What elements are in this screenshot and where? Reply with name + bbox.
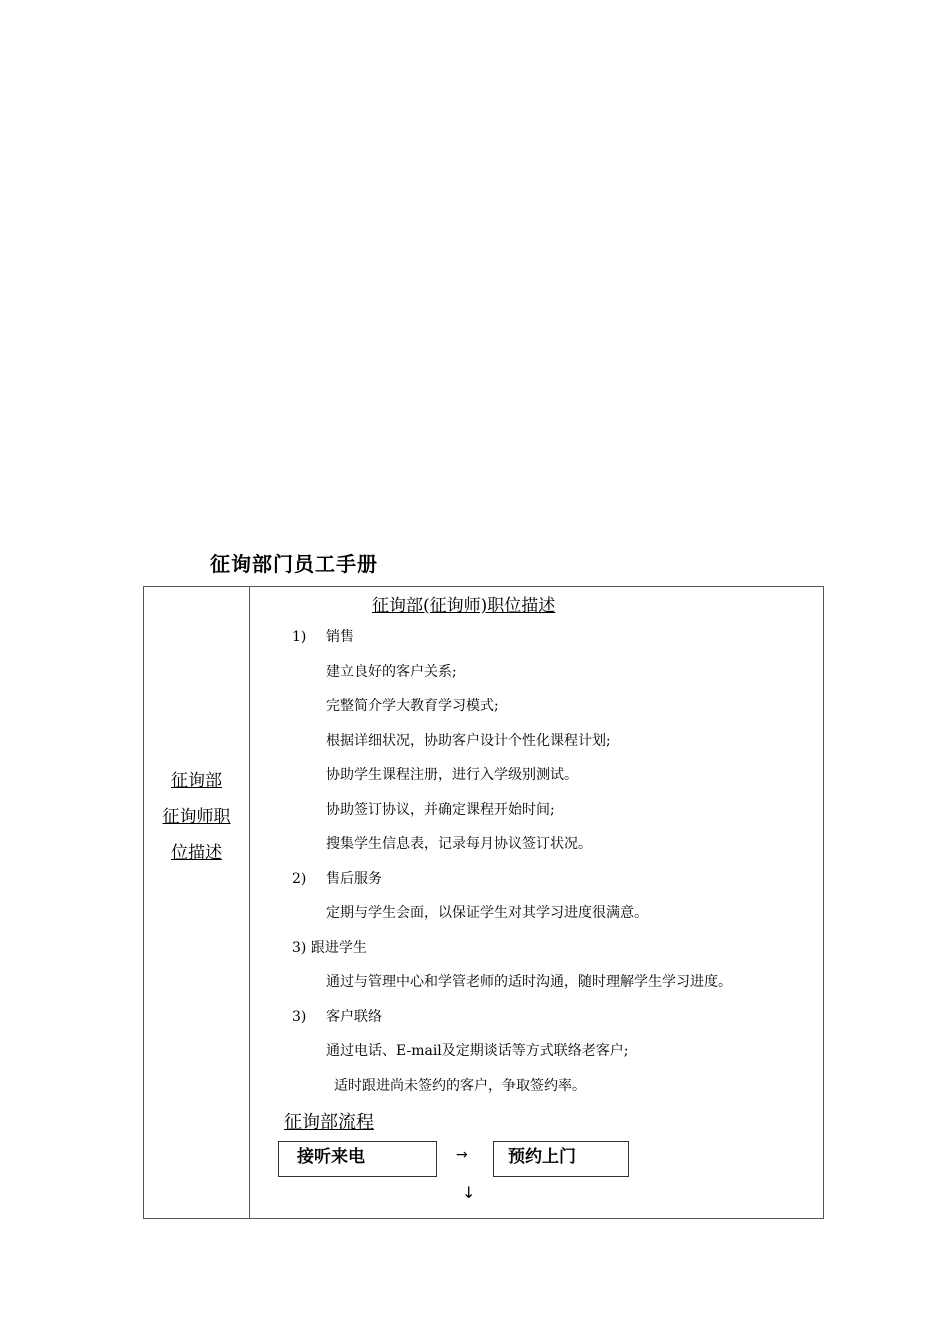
process-heading: 征询部流程 [284,1112,374,1133]
list-item: 根据详细状况，协助客户设计个性化课程计划; [326,733,611,749]
list-item: 协助学生课程注册，进行入学级别测试。 [326,767,578,783]
list-item: 通过与管理中心和学管老师的适时沟通，随时理解学生学习进度。 [326,974,732,990]
description-cell [250,587,823,1218]
item-title: 销售 [326,629,354,645]
arrow-down-icon: ↓ [462,1183,476,1202]
row-label-line-2: 征询师职 [162,807,231,827]
list-item: 通过电话、E-mail及定期谈话等方式联络老客户; [326,1043,629,1059]
list-item: 协助签订协议，并确定课程开始时间; [326,802,555,818]
flow-step-answer-call: 接听来电 [278,1141,437,1177]
row-label-line-1: 征询部 [171,771,222,791]
job-description-table [143,586,824,1219]
list-item: 搜集学生信息表，记录每月协议签订状况。 [326,836,592,852]
document-title: 征询部门员工手册 [210,552,378,576]
item-customer-contact [292,1007,382,1027]
item-after-sales [292,869,382,889]
item-number: 2) [292,871,307,887]
row-label-line-3: 位描述 [171,843,222,863]
section-heading: 征询部(征询师)职位描述 [372,596,556,616]
list-item: 适时跟进尚未签约的客户，争取签约率。 [334,1078,586,1094]
item-title: 售后服务 [326,871,382,887]
row-label [144,763,249,871]
item-follow-up [292,938,367,958]
item-number: 3) [292,940,307,956]
item-sales [292,627,354,647]
item-title: 跟进学生 [310,940,367,956]
arrow-right-icon: → [456,1147,468,1163]
item-number: 1) [292,629,307,645]
list-item: 建立良好的客户关系; [326,664,457,680]
item-title: 客户联络 [326,1009,382,1025]
flow-step-appointment: 预约上门 [493,1141,629,1177]
item-number: 3) [292,1009,307,1025]
list-item: 定期与学生会面，以保证学生对其学习进度很满意。 [326,905,648,921]
list-item: 完整简介学大教育学习模式; [326,698,499,714]
